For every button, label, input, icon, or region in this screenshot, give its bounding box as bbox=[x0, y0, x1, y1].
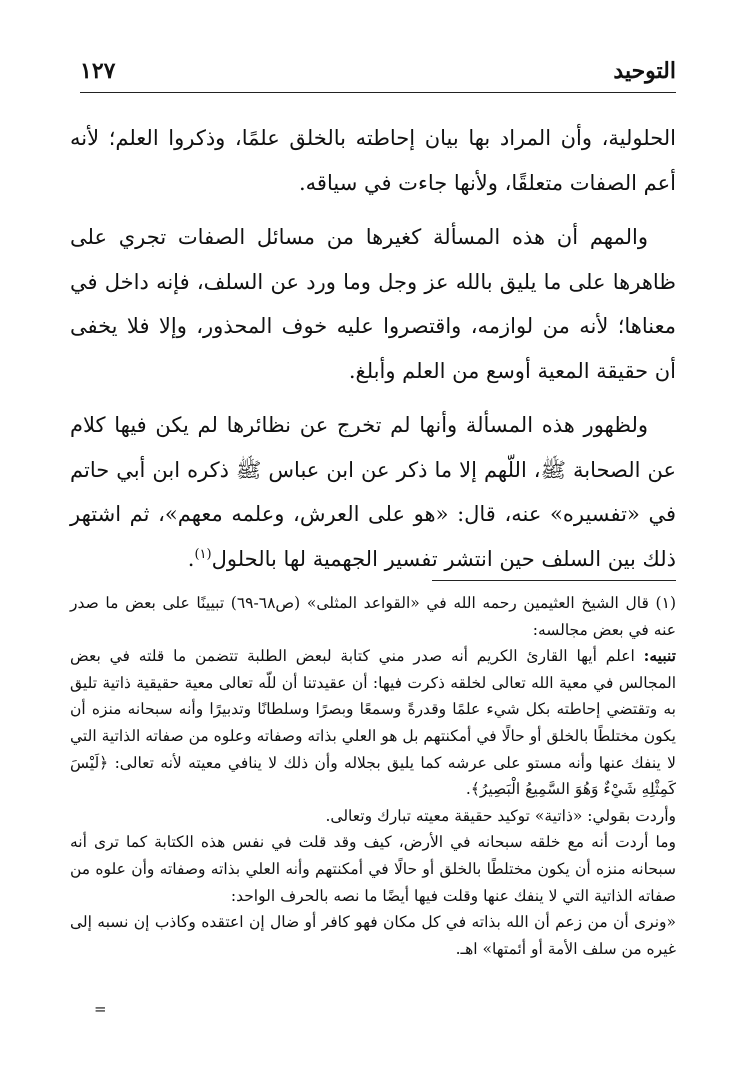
footnote-1 bbox=[70, 590, 676, 643]
footnote-1-number: (١) bbox=[655, 594, 676, 612]
paragraph-3-end: . bbox=[187, 546, 195, 571]
footnote-line-2: وأردت بقولي: «ذاتية» توكيد حقيقة معيته تبارك وتعالى. bbox=[325, 806, 676, 825]
footnote-1-text: قال الشيخ العثيمين رحمه الله في «القواعد المثلى» (ص٦٨-٦٩) تبيينًا على بعض ما صدر عنه في بعض مجالسه: bbox=[70, 594, 676, 639]
page-number: ١٢٧ bbox=[80, 58, 116, 84]
continuation-mark: = bbox=[94, 1000, 107, 1018]
footnote-separator bbox=[432, 580, 676, 581]
footnote-ref-1[interactable]: (١) bbox=[194, 546, 212, 562]
running-title: التوحيد bbox=[613, 58, 676, 84]
paragraph-3-text: ولظهور هذه المسألة وأنها لم تخرج عن نظائرها لم يكن فيها كلام عن الصحابة ﷺ، اللّهم إلا ما ذكر عن ابن عباس ﷺ ذكره ابن أبي حاتم في «تفسيره» عنه، قال: «هو على العرش، وعلمه معهم»، ثم اشتهر ذلك بين السلف حين انتشر تفسير الجهمية لها بالحلول bbox=[70, 413, 676, 571]
paragraph-2: والمهم أن هذه المسألة كغيرها من مسائل الصفات تجري على ظاهرها على ما يليق بالله عز وجل وما ورد عن السلف، فإنه داخل في معناها؛ لأنه من لوازمه، واقتصروا عليه خوف المحذور، وإلا فلا يخفى أن حقيقة المعية أوسع من العلم وأبلغ. bbox=[70, 225, 677, 383]
footnote-tanbih bbox=[70, 643, 676, 803]
tanbih-label: تنبيه: bbox=[643, 646, 676, 666]
tanbih-text: اعلم أيها القارئ الكريم أنه صدر مني كتابة لبعض الطلبة تتضمن ما قلته في بعض المجالس في معية الله تعالى لخلقه ذكرت فيها: أن عقيدتنا أن للّه تعالى معية حقيقية ذاتية تليق به وتقتضي إحاطته بكل شيء علمًا وقدرةً وسمعًا وبصرًا وسلطانًا وتدبيرًا وأنه سبحانه منزه أن يكون مختلطًا بالخلق أو حالًا في أمكنتهم بل هو العلي بذاته وصفاته وعلوه من صفاته الذاتية التي لا ينفك عنها وأنه مستو على عرشه كما يليق بجلاله وأن ذلك لا ينافي معيته لأنه تعالى: ﴿لَيْسَ كَمِثْلِهِ شَيْءٌ وَهُوَ السَّمِيعُ الْبَصِيرُ﴾. bbox=[70, 647, 676, 799]
main-text bbox=[70, 116, 676, 591]
footnote-line-3: وما أردت أنه مع خلقه سبحانه في الأرض، كيف وقد قلت في نفس هذه الكتابة كما ترى أنه سبحانه منزه أن يكون مختلطًا بالخلق أو حالًا في أمكنتهم وأنه العلي بذاته وصفاته وأن علوه من صفاته الذاتية التي لا ينفك عنها وقلت فيها أيضًا ما نصه بالحرف الواحد: bbox=[70, 833, 676, 905]
page-header bbox=[80, 52, 676, 93]
paragraph-1: الحلولية، وأن المراد بها بيان إحاطته بالخلق علمًا، وذكروا العلم؛ لأنه أعم الصفات متعلقًا، ولأنها جاءت في سياقه. bbox=[70, 126, 676, 195]
paragraph-3 bbox=[70, 403, 676, 581]
footnote-line-4: «ونرى أن من زعم أن الله بذاته في كل مكان فهو كافر أو ضال إن اعتقده وكاذب إن نسبه إلى غيره من سلف الأمة أو أئمتها» اهـ. bbox=[70, 913, 676, 958]
footnotes bbox=[70, 590, 676, 962]
